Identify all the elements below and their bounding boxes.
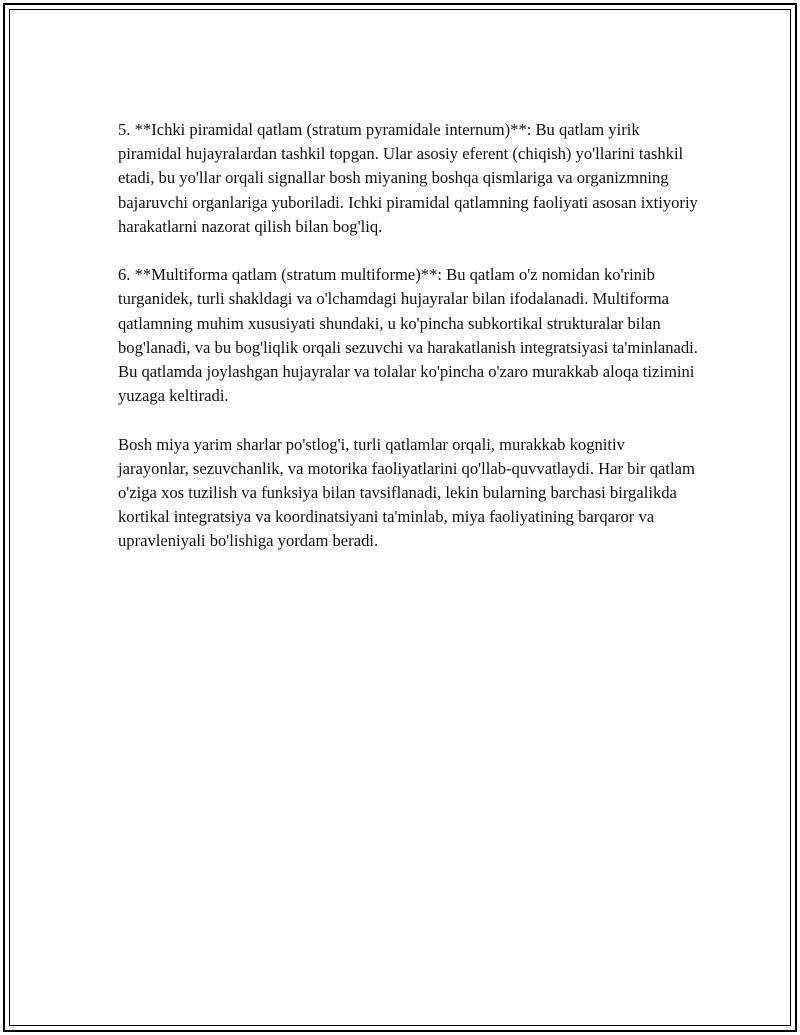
- paragraph-internal-pyramidal-layer: 5. **Ichki piramidal qatlam (stratum pyramidale internum)**: Bu qatlam yirik piramidal hujayralardan tashkil topgan. Ular asosiy eferent (chiqish) yo'llarini tashkil etadi, bu yo'llar orqali signallar bosh miyaning boshqa qismlariga va organizmning bajaruvchi organlariga yuboriladi. Ichki piramidal qatlamning faoliyati asosan ixtiyoriy harakatlarni nazorat qilish bilan bog'liq.: [118, 120, 698, 236]
- paragraph-summary: Bosh miya yarim sharlar po'stlog'i, turli qatlamlar orqali, murakkab kognitiv jarayonlar, sezuvchanlik, va motorika faoliyatlarini qo'llab-quvvatlaydi. Har bir qatlam o'ziga xos tuzilish va funksiya bilan tavsiflanadi, lekin bularning barchasi birgalikda kortikal integratsiya va koordinatsiyani ta'minlab, miya faoliyatining barqaror va upravleniyali bo'lishiga yordam beradi.: [118, 434, 695, 551]
- document-body: [118, 118, 698, 578]
- paragraph-multiform-layer: 6. **Multiforma qatlam (stratum multiforme)**: Bu qatlam o'z nomidan ko'rinib turganidek, turli shakldagi va o'lchamdagi hujayralar bilan ifodalanadi. Multiforma qatlamning muhim xususiyati shundaki, u ko'pincha subkortikal strukturalar bilan bog'lanadi, va bu bog'liqlik orqali sezuvchi va harakatlanish integratsiyasi ta'minlanadi. Bu qatlamda joylashgan hujayralar va tolalar ko'pincha o'zaro murakkab aloqa tizimini yuzaga keltiradi.: [118, 265, 698, 406]
